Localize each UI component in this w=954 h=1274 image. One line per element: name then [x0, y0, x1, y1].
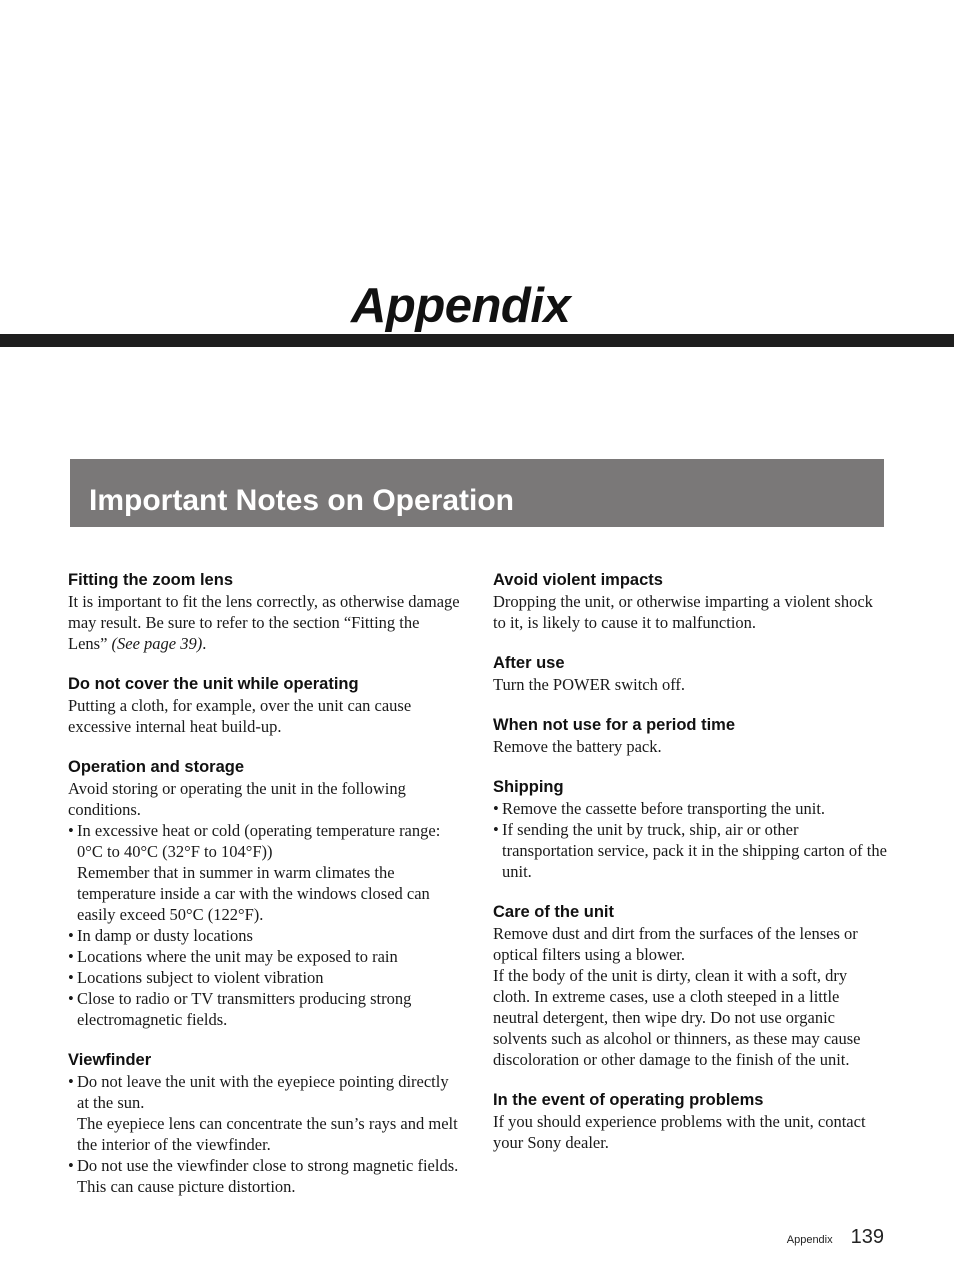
- page-reference: (See page 39): [111, 634, 203, 653]
- note-text: If you should experience problems with the unit, contact your Sony dealer.: [493, 1112, 866, 1152]
- note-operating-problems: [493, 1090, 888, 1153]
- list-item: [68, 1071, 460, 1155]
- note-care: [493, 902, 888, 1070]
- list-item: • Locations where the unit may be exposed to rain: [68, 946, 460, 967]
- note-text-end: .: [202, 634, 207, 653]
- bullet-note: Remember that in summer in warm climates the temperature inside a car with the windows closed can easily exceed 50°C (122°F).: [77, 863, 430, 924]
- bullet-text: Do not leave the unit with the eyepiece pointing directly at the sun.: [77, 1072, 449, 1112]
- list-item: • Close to radio or TV transmitters producing strong electromagnetic fields.: [68, 988, 460, 1030]
- note-fitting-zoom-lens: [68, 570, 460, 654]
- note-heading: Shipping: [493, 778, 564, 796]
- page-number: 139: [850, 1226, 884, 1248]
- note-heading: Care of the unit: [493, 903, 615, 921]
- note-operation-storage: [68, 757, 460, 1030]
- note-text: [68, 591, 460, 654]
- section-banner: [70, 459, 884, 527]
- note-viewfinder: [68, 1050, 460, 1197]
- bullet-list: [493, 798, 888, 882]
- list-item: • Do not use the viewfinder close to strong magnetic fields. This can cause picture distortion.: [68, 1155, 460, 1197]
- right-column: [493, 570, 888, 1173]
- note-heading: Operation and storage: [68, 758, 245, 776]
- list-item: • If sending the unit by truck, ship, air or other transportation service, pack it in the shipping carton of the unit.: [493, 819, 888, 882]
- note-heading: When not use for a period time: [493, 716, 736, 734]
- note-text: If the body of the unit is dirty, clean it with a soft, dry cloth. In extreme cases, use a cloth steeped in a little neutral detergent, then wipe dry. Do not use organic solvents such as alcohol or thinners, as these may cause discoloration or other damage to the finish of the unit.: [493, 966, 861, 1069]
- page-footer: [787, 1226, 884, 1249]
- list-item: • In damp or dusty locations: [68, 925, 460, 946]
- note-text: Turn the POWER switch off.: [493, 675, 686, 694]
- note-text: Avoid storing or operating the unit in the following conditions.: [68, 779, 406, 819]
- note-heading: Fitting the zoom lens: [68, 571, 233, 589]
- left-column: [68, 570, 460, 1217]
- note-heading: Avoid violent impacts: [493, 571, 663, 589]
- list-item: [68, 820, 460, 925]
- chapter-rule: [0, 334, 954, 347]
- note-after-use: [493, 653, 888, 695]
- note-text: Putting a cloth, for example, over the unit can cause excessive internal heat build-up.: [68, 696, 412, 736]
- note-heading: Viewfinder: [68, 1051, 152, 1069]
- note-text: Remove the battery pack.: [493, 737, 662, 756]
- note-heading: In the event of operating problems: [493, 1091, 764, 1109]
- bullet-list: [68, 1071, 460, 1197]
- list-item: • Locations subject to violent vibration: [68, 967, 460, 988]
- list-item: • Remove the cassette before transporting the unit.: [493, 798, 888, 819]
- note-shipping: [493, 777, 888, 882]
- note-avoid-impacts: [493, 570, 888, 633]
- note-do-not-cover: [68, 674, 460, 737]
- footer-section-label: Appendix: [786, 1234, 833, 1246]
- note-text: Dropping the unit, or otherwise imparting a violent shock to it, is likely to cause it to malfunction.: [493, 592, 873, 632]
- bullet-text: In excessive heat or cold (operating temperature range: 0°C to 40°C (32°F to 104°F)): [77, 821, 441, 861]
- note-text-body: It is important to fit the lens correctly, as otherwise damage may result. Be sure to refer to the section “Fitting the Lens”: [68, 592, 460, 653]
- note-heading: Do not cover the unit while operating: [68, 675, 359, 693]
- note-text: Remove dust and dirt from the surfaces of the lenses or optical filters using a blower.: [493, 924, 858, 964]
- chapter-title: Appendix: [351, 279, 571, 333]
- note-not-in-use: [493, 715, 888, 757]
- bullet-note: The eyepiece lens can concentrate the sun’s rays and melt the interior of the viewfinder.: [77, 1114, 458, 1154]
- bullet-list: [68, 820, 460, 1030]
- note-heading: After use: [493, 654, 565, 672]
- section-title: Important Notes on Operation: [89, 484, 515, 517]
